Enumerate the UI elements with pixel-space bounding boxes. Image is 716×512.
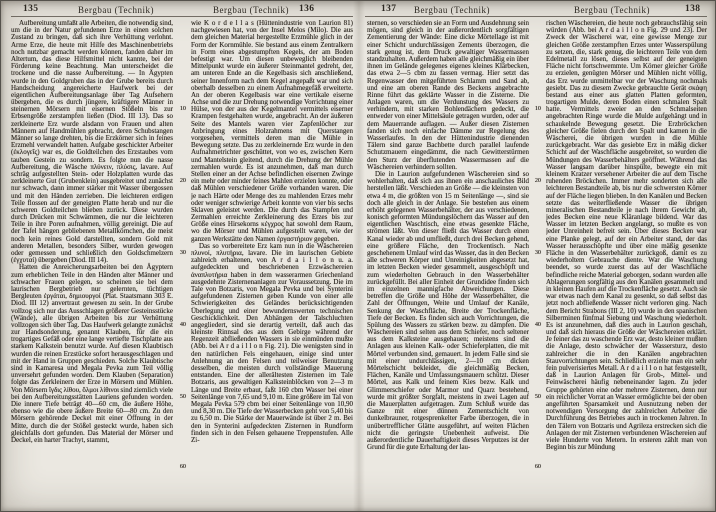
line-number: 10 xyxy=(534,105,541,112)
line-number-gutter-right xyxy=(523,20,543,508)
header-rule-right xyxy=(365,16,707,17)
page-number-135: 135 xyxy=(23,4,39,14)
line-number: 50 xyxy=(534,393,541,400)
line-number: 40 xyxy=(179,321,186,328)
running-title-135: Bergbau (Technik) xyxy=(78,4,154,15)
running-title-138: Bergbau (Technik) xyxy=(574,4,650,15)
text-column-135 xyxy=(11,20,173,508)
line-number: 60 xyxy=(534,463,541,470)
page-fold xyxy=(353,1,365,511)
paragraph: Das so vorbereitete Erz kam nun in die Wäschereien πλυνοί, πλυτήρια, lavare. Die im laurischen Gebiete zahlreich erhaltenen, von A r d a i l l o n u. a. aufgedeckten und beschriebenen Erzwäschereien ἀναπλυτήρια haben in dem wasserarmen Griechenland ausgedehnte Zisternenanlagen zur Voraussetzung. Die im Tale von Botzaris, von Megala Pevka und bei Synterini aufgefundenen Zisternen geben Kunde von einer alle Schwierigkeiten des Geländes berücksichtigenden Überlegung und einer bewundernswerten technischen Geschicklichkeit. Den Abhängen der Talschluchten angegliedert, sind sie derartig verteilt, daß auch das kleinste Rinnsal des aus dem Gebirge während der Regenzeit abfließenden Wassers in sie einmünden mußte (Abb. bei A r d a i l l o n Fig. 21). Die wenigsten sind in den natürlichen Fels eingehauen, einige sind unter Anlehnung an den Felsen und teilweiser Benutzung desselben, die meisten durch vollständige Mauerung entstanden. Eine der allerältesten Zisternen im Tale Botzaris, aus gewaltigen Kalksteinblöcken von 2—3 m Länge und Breite erbaut, faßt 160 cbm Wasser bei einer Seitenlänge von 7,65 und 9,10 m. Eine größere im Tal von Megala Pevka 579 cbm bei einer Seitenlänge von 10,90 und 8,30 m. Die Tiefe der Wasserbecken geht von 5,40 bis zu 6,50 m. Die Stärke der Mauerwände ist über 2 m. Bei den in Synterini aufgedeckten Zisternen in Rundform finden sich in den Felsen gehauene Treppenstufen. Alle Zi- xyxy=(191,241,353,444)
page-number-136: 136 xyxy=(299,4,315,14)
line-number: 20 xyxy=(179,177,186,184)
line-number: 40 xyxy=(534,321,541,328)
running-title-136: Bergbau (Technik) xyxy=(213,4,289,15)
line-number: 30 xyxy=(179,249,186,256)
text-column-136 xyxy=(191,20,353,508)
paragraph: rischen Wäschereien, die heute noch gebrauchsfähig sein würden (Abb. bei A r d a i l l o n Fig. 29 und 23). Der Zweck der Wäscherei war, eine gewisse Menge zur gleichen Größe zerstampften Erzes unter Wasserspülung zu setzen, die, stark genug, die leichteren Teile von dem Edelmetall zu lösen, dieses selbst auf der geneigten Fläche nicht fortschwemmte. Um Körner gleicher Größe zu erzielen, genügten Mörser und Mühlen nicht völlig, das Erz wurde unmittelbar vor der Waschung nochmals gesiebt. Das zu diesem Zwecke gebrauchte Gerät σκάφη bestand aus einer aus glatten Platten geformten, trogartigen Mulde, deren Boden einen schmalen Spalt hatte. Vermittels zweier an den Schmalseiten angebrachten Ringe wurde die Mulde aufgehängt und in schaukelnde Bewegung gesetzt. Die Erzbröckchen gleicher Größe fielen durch den Spalt und kamen in die Wäscherei, die übrigen wurden in die Mühle zurückgebracht. War das gesiebte Erz in mäßig dicker Schicht auf der Waschfläche ausgebreitet, so wurden die Mündungen des Wasserbehälters geöffnet. Während das Wasser langsam darüber hinspülte, bewegte ein mit kleinem Kratzer versehener Arbeiter die auf dem Tische ruhenden Bröckchen. Immer mehr sonderten sich alle leichteren Bestandteile ab, bis nur die schwersten Körner auf der Fläche liegen blieben. In den Kanälen und Becken setzte das weiterfließende Wasser die übrigen mineralischen Bestandteile je nach ihrem Gewicht ab, jedes Becken eine neue Kläranlage bildend. War das Wasser im letzten Becken angelangt, so mußte es von jeder Unreinheit befreit sein. Über dieses Becken war eine Planke gelegt, auf der ein Arbeiter stand, der das Wasser herausschöpfte und über eine mäßig gesenkte Fläche in den Wasserbehälter zurückgoß, damit es zu wiederholtem Gebrauche diente. War die Waschung beendet, so wurde zuerst das auf der Waschfläche befindliche reiche Material geborgen, sodann wurden alle Ablagerungen sorgfältig aus den Kanälen gesammelt und in kleinen Haufen auf die Trockenfläche gesetzt. Auch sie war etwas nach dem Kanal zu gesenkt, so daß selbst das jetzt noch abfließende Wasser nicht verloren ging. Nach dem Bericht Strabons (III 2, 10) wurde in den spanischen Silberminen fünfmal Siebung und Waschung wiederholt. Es ist anzunehmen, daß dies auch in Laurion geschah, und daß sich hieraus die Größe der Wäschereien erklärt. Je feiner das zu waschende Erz war, desto kleiner mußten die Anlage, desto schwächer der Wassersturz, desto zahlreicher die in den Kanälen angebrachten Stauvorrichtungen sein. Schließlich erzielte man ein sehr fein pulverisiertes Metall. A r d a i l l o n hat festgestellt, daß in Laurion Anlagen für Grob-, Mittel- und Feinwäscherei häufig nebeneinander lagen. Zu jeder Gruppe gehörten eine oder mehrere Zisternen, denn nur ein reichlicher Vorrat an Wasser ermöglichte bei der oben angeführten Sparsamkeit und Ausnutzung neben der notwendigen Versorgung der zahlreichen Arbeiter die Durchführung des Betriebes auch in trockenen Jahren. In den Tälern von Botzaris und Agrileza erstrecken sich die Anlagen der mit Zisternen verbundenen Wäschereien auf viele Hunderte von Metern. In ersteren zählt man von Beginn bis zur Mündung xyxy=(546,20,707,452)
line-number: 60 xyxy=(179,463,186,470)
line-number-gutter-left xyxy=(168,20,188,508)
line-number: 20 xyxy=(534,177,541,184)
page-number-138: 138 xyxy=(685,4,701,14)
line-number: 10 xyxy=(179,105,186,112)
paragraph: Hatten die Anreicherungsarbeiten bei den Ägyptern zum erheblichen Teile in den Händen alter Männer und schwacher Frauen gelegen, so scheinen sie bei dem laurischen Bergbetrieb nur gelernten, tüchtigen Bergleuten ἐργάται, δημιουργοί (Plat. Staatsmann 303 E. Diod. III 12) anvertraut gewesen zu sein. In der Grube vollzog sich nur das Ausschlagen größerer Gesteinsstücke (Wände), alle übrigen Arbeiten bis zur Verhüttung vollzogen sich über Tag. Das Haufwerk gelangte zunächst zur Handsonderung, genannt Klauben, für die ein trogartiges Gefäß oder eine lange vertiefte Tischplatte aus starkem Kalkstein benutzt wurde. Auf diesen Klaubtisch wurden die reinen Erzstücke sofort herausgeschlagen und mit der Hand in Gruppen geschieden. Solche Klaubtische sind in Kamaresa und Megala Pevka zum Teil völlig unversehrt gefunden worden. Dem Klauben (Separation) folgte das Zerkleinern der Erze in Mörsern und Mühlen. Von Mörsern ἴγδις λίθου, ὅλμοι λίθινοι sind ziemlich viele bei den Aufbereitungsstätten Lauriens gefunden worden. Die innere Tiefe beträgt 40—60 cm, die äußere Höhe, ebenso wie die obere äußere Breite 60—80 cm. Zu den Mörsern gehörende Deckel mit einer Öffnung in der Mitte, durch die der Stößel gesteckt wurde, haben sich gleichfalls dort gefunden. Das Material der Mörser und Deckel, ein harter Trachyt, stammt, xyxy=(11,263,173,444)
paragraph: Aufbereitung umfaßt alle Arbeiten, die notwendig sind, um die in der Natur gefundenen Erze in einen solchen Zustand zu bringen, daß sich ihre Verhüttung verlohnt. Arme Erze, die heute mit Hilfe des Maschinenbetriebs noch nutzbar gemacht werden können, fanden daher im Altertum, das diese Hilfsmittel nicht kannte, bei der Förderung keine Beachtung. Man unterscheidet die trockene und die nasse Aufbereitung. — In Ägypten wurde in den Goldgruben das in der Grube bereits durch Handscheidung angereicherte Haufwerk bei der eigentlichen Aufbereitungsanlage über Tag Aufsehern übergeben, die es durch jüngere, kräftigere Männer in steinernen Mörsern mit eisernen Stößeln bis zur Erbsengröße zerstampfen ließen (Diod. III 13). Das so zerkleinerte Erz wurde alsdann von Frauen und alten Männern auf Handmühlen gebracht, deren Schubstangen Männer so lange drehten, bis die Erzkörner sich in feines Erzmehl verwandelt hatten. Aufgabe geschickter Arbeiter (ἐκλογεῖς) war es, die Goldteilchen des Erzstaubes vom tauben Gestein zu sondern. Es folgte nun die nasse Aufbereitung, die Wäsche πλύνειν, πλύσις, lavare. Auf schräg aufgestellten Stein- oder Holzplatten wurde das zerkleinerte Gut (Grubenklein) ausgebreitet und zunächst nur schwach, dann immer stärker mit Wasser übergossen und mit den Händen zerrieben. Die leichteren erdigen Teile flossen auf der geneigten Platte herab und nur die schweren Goldteilchen blieben zurück. Diese wurden durch Drücken mit Schwämmen, die nur die leichteren Teile in ihre Poren aufnahmen, völlig gereinigt. Die auf der Tafel hängen gebliebenen Metallkörnchen, die meist noch kein reines Gold darstellten, sondern Gold mit anderen Metallen, besonders Silber, wurden gewogen oder gemessen und schließlich den Goldschmelzern (ἐγχυταί) übergeben (Diod. III 14). xyxy=(11,20,173,265)
running-title-137: Bergbau (Technik) xyxy=(414,4,490,15)
page-number-137: 137 xyxy=(381,4,397,14)
header-rule-left xyxy=(11,16,353,17)
text-column-137 xyxy=(367,20,529,508)
paragraph: wie K o r d e l l a s (Hüttenindustrie von Laurion 81) nachgewiesen hat, von der Insel Melos (Milo). Die aus dem gleichen Material hergestellte Erzmühle glich in der Form der Kornmühle. Sie bestand aus einem Zentralkern in Form eines abgestumpften Kegels, der am Boden befestigt war. Um diesen unbeweglich bleibenden Mittelpunkt wurde ein äußerer Steinmantel gedreht, der, am unteren Ende an die Kegelbasis sich anschließend, seiner Innenform nach dem Kegel angepaßt war und sich oberhalb desselben zu einem Aufnahmegefäß erweiterte. An der oberen Kegelbasis war eine vertikale eiserne Achse und die zur Drehung notwendige Vorrichtung einer Hülse, von der aus der Kegelmantel vermittels eiserner Krampen festgehalten wurde, angebracht. An der äußeren Seite des Mantels waren vier Zapfenlöcher zur Anbringung eines Holzrahmens mit Querstangen vorgesehen, vermittels deren man die Mühle in Bewegung setzte. Das zu zerkleinernde Erz wurde in den Aufnahmetrichter geschüttet, von wo es, zwischen Kern und Mantelstein gleitend, durch die Drehung der Mühle zermahlen wurde. Es ist anzunehmen, daß man durch Stellen einer an der Achse befindlichen eisernen Zwinge ein mehr oder minder feines Mahlen erzielen konnte, oder daß Mühlen verschiedener Größe vorhanden waren. Die je nach Härte oder Menge des zu mahlenden Erzes mehr oder weniger schwierige Arbeit konnte von vier bis sechs Sklaven geleistet werden. Die durch das Stampfen und Zermahlen erreichte Zerkleinerung des Erzes bis zur Größe eines Hirsekorns κέγχρος hat sowohl dem Raum, wo die Mörser und Mühlen aufgestellt waren, wie der ganzen Werkstätte den Namen ἐργαστήριον gegeben. xyxy=(191,20,353,243)
paragraph: sternen, so verschieden sie an Form und Ausdehnung sein mögen, sind gleich in der außerordentlich sorgfältigen Zementierung der Wände: Eine dicke Mörtellage ist mit einer Schicht undurchlässigen Zements überzogen, die stark genug ist, dem Druck gewaltiger Wassermassen standzuhalten. Außerdem haben alle gleichmäßig ein über ihnen im Gelände gelegenes eigenes kleines Klärbecken, das etwa 2—5 cbm zu fassen vermag. Hier setzt das Regenwasser den mitgeführten Schlamm und Sand ab, und eine am oberen Rande des Beckens angebrachte Rinne führt das geklärte Wasser in die Zisterne. Die Anlagen waren, um die Verdunstung des Wassers zu verhindern, mit starken Bohlendächern gedeckt, die entweder von einer Mittelsäule getragen wurden, oder auf dem Mauerrande auflagen. — Außer diesen Zisternen fanden sich noch einfache Dämme zur Regelung des Wasserlaufes. In den der Hüttenindustrie dienenden Tälern sind ganze Bachbette durch parallel laufende Schutzmauern eingedämmt, die nach Gewitterstürmen den Sturz der überflutenden Wassermassen auf die Wäschereien verhindern sollten. xyxy=(367,20,529,171)
line-number: 30 xyxy=(534,249,541,256)
paragraph: Die in Laurion aufgefundenen Wäschereien sind so wohlerhalten, daß sich aus ihnen ein anschauliches Bild herstellen läßt. Verschieden an Größe — die kleinsten von etwa 4 m, die größten von 15 m Seitenlänge —, sind sie doch alle gleich in der Anlage. Sie bestehen aus einem erhöht gelegenen Wasserbehälter, der aus verschiedenen, konisch geformten Mündungslöchern das Wasser auf den eigentlichen Waschtisch, eine etwas gesenkte Fläche, strömen läßt. Von dieser fließt das Wasser durch einen Kanal wieder ab und umfließt, durch drei Becken gehend, eine größere Fläche, den Trockentisch. Nach geschehenem Umlauf wird das Wasser, das in den Becken alle schweren Körper und Unreinigkeiten abgesetzt hat, im letzten Becken wieder gesammelt, ausgeschöpft und zum wiederholten Gebrauch in den Wasserbehälter zurückgefüllt. Bei aller Einheit der Grundidee finden sich im einzelnen mannigfache Abweichungen. Diese betreffen die Größe und Höhe der Wasserbehälter, die Zahl der Öffnungen, Weite und Umlauf der Kanäle, Senkung der Waschfläche, Breite der Trockenfläche, Tiefe der Becken. Es finden sich auch Vorrichtungen, die Spülung des Wassers zu stärken bezw. zu dämpfen. Die Wäschereien sind selten aus dem Schiefer, noch seltener aus dem Kalksteine ausgehauen; meistens sind die Anlagen aus kleinen Kalk- oder Schieferplatten, die mit Mörtel verbunden sind, gemauert. In jedem Falle sind sie mit einer undurchlässigen, 2—10 cm dicken Mörtelschicht bekleidet, die gleichmäßig Becken, Flächen, Kanäle und Umfassungsmauern schützt. Dieser Mörtel, aus Kalk und feinem Kies bezw. Kalk und Glimmerschiefer oder Marmor und Quarz bestehend, wurde mit größter Sorgfalt, meistens in zwei Lagen auf die Mauerplatten aufgetragen. Zum Schluß wurde das Ganze mit einer dünnen Zementschicht von dunkelbrauner, rotgesprenkelter Farbe überzogen, die in unübertrefflicher Glätte ausgeführt, auf weiten Flächen nicht die geringste Unebenheit aufweist. Die außerordentliche Dauerhaftigkeit dieses Verputzes ist der Grund für die gute Erhaltung der lau- xyxy=(367,169,529,452)
text-column-138 xyxy=(546,20,707,508)
line-number: 50 xyxy=(179,393,186,400)
